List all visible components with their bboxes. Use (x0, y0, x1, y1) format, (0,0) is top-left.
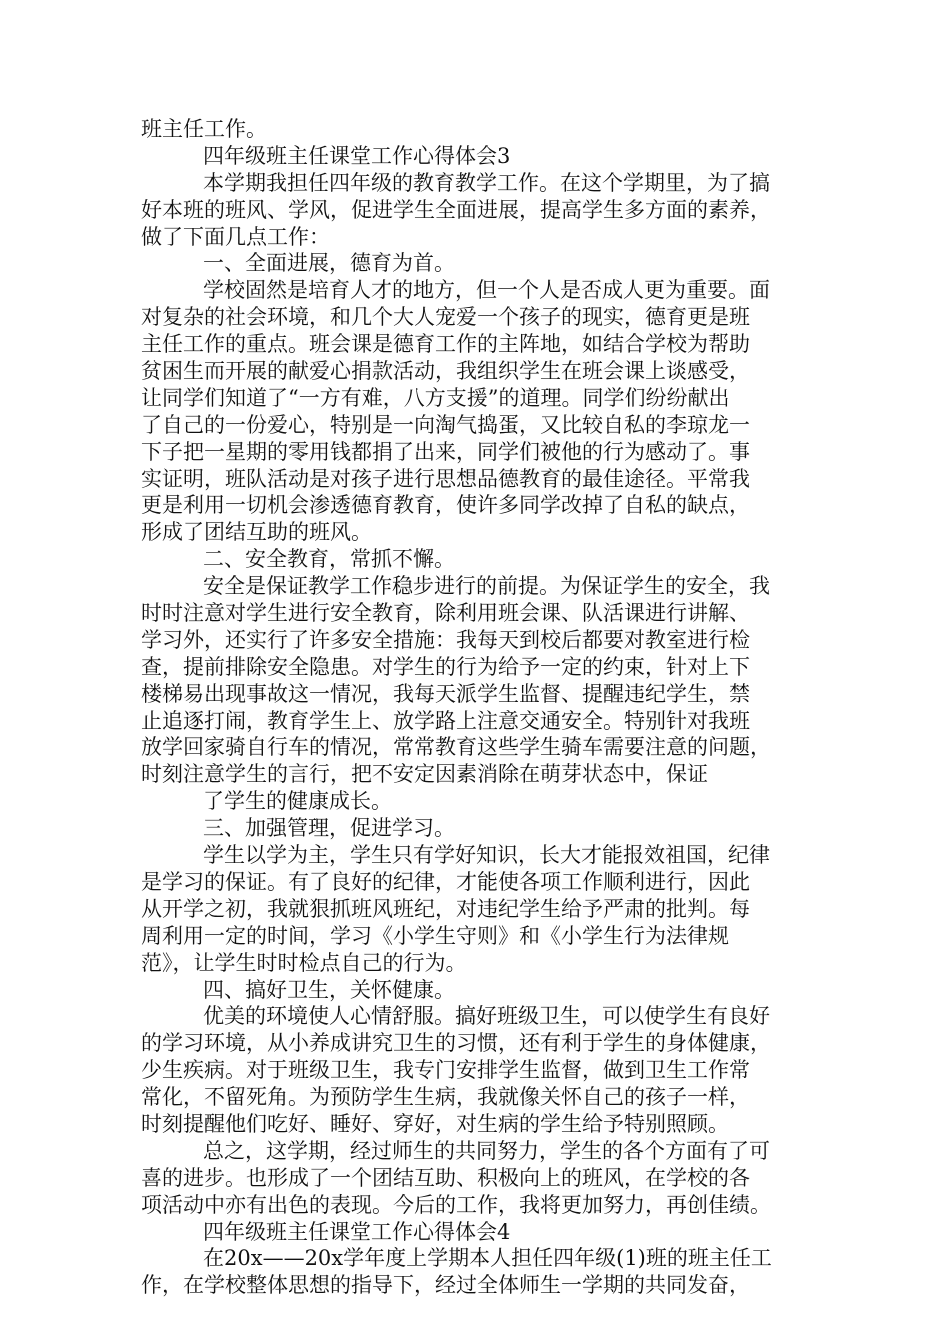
text-line: 查，提前排除安全隐患。对学生的行为给予一定的约束，针对上下 (141, 654, 750, 679)
text-line: 形成了团结互助的班风。 (141, 520, 372, 545)
text-line: 从开学之初，我就狠抓班风班纪，对违纪学生给予严肃的批判。每 (141, 896, 750, 921)
text-line: 好本班的班风、学风，促进学生全面进展，提高学生多方面的素养， (141, 197, 771, 222)
text-line: 作，在学校整体思想的指导下，经过全体师生一学期的共同发奋， (141, 1273, 750, 1298)
text-line: 止追逐打闹，教育学生上、放学路上注意交通安全。特别针对我班 (141, 708, 750, 733)
document-body (141, 116, 821, 1299)
text-line: 时刻注意学生的言行，把不安定因素消除在萌芽状态中，保证 (141, 762, 708, 787)
text-line: 少生疾病。对于班级卫生，我专门安排学生监督，做到卫生工作常 (141, 1058, 750, 1083)
text-line: 三、加强管理，促进学习。 (203, 816, 455, 841)
text-line: 放学回家骑自行车的情况，常常教育这些学生骑车需要注意的问题， (141, 735, 771, 760)
text-line: 学生以学为主，学生只有学好知识，长大才能报效祖国，纪律 (203, 843, 770, 868)
text-line: 让同学们知道了“一方有难，八方支援”的道理。同学们纷纷献出 (141, 385, 730, 410)
text-line: 了学生的健康成长。 (203, 789, 392, 814)
text-line: 范》，让学生时时检点自己的行为。 (141, 950, 467, 975)
text-line: 是学习的保证。有了良好的纪律，才能使各项工作顺利进行，因此 (141, 869, 750, 894)
text-line: 四年级班主任课堂工作心得体会4 (203, 1219, 511, 1244)
text-line: 四、搞好卫生，关怀健康。 (203, 977, 455, 1002)
text-line: 二、安全教育，常抓不懈。 (203, 547, 455, 572)
text-line: 时时注意对学生进行安全教育，除利用班会课、队活课进行讲解、 (141, 601, 750, 626)
text-line: 一、全面进展，德育为首。 (203, 251, 455, 276)
text-line: 总之，这学期，经过师生的共同努力，学生的各个方面有了可 (203, 1138, 770, 1163)
text-line: 学校固然是培育人才的地方，但一个人是否成人更为重要。面 (203, 278, 770, 303)
text-line: 贫困生而开展的献爱心捐款活动，我组织学生在班会课上谈感受， (141, 359, 750, 384)
text-line: 时刻提醒他们吃好、睡好、穿好，对生病的学生给予特别照顾。 (141, 1111, 729, 1136)
text-line: 下子把一星期的零用钱都捐了出来，同学们被他的行为感动了。事 (141, 439, 750, 464)
text-line: 楼梯易出现事故这一情况，我每天派学生监督、提醒违纪学生，禁 (141, 681, 750, 706)
text-line: 本学期我担任四年级的教育教学工作。在这个学期里，为了搞 (203, 170, 770, 195)
text-line: 周利用一定的时间，学习《小学生守则》和《小学生行为法律规 (141, 923, 729, 948)
text-line: 更是利用一切机会渗透德育教育，使许多同学改掉了自私的缺点， (141, 493, 750, 518)
text-line: 在20x——20x学年度上学期本人担任四年级(1)班的班主任工 (203, 1246, 772, 1271)
text-line: 做了下面几点工作： (141, 224, 330, 249)
text-line: 常化，不留死角。为预防学生生病，我就像关怀自己的孩子一样， (141, 1085, 750, 1110)
text-line: 主任工作的重点。班会课是德育工作的主阵地，如结合学校为帮助 (141, 332, 750, 357)
text-line: 喜的进步。也形成了一个团结互助、积极向上的班风，在学校的各 (141, 1165, 750, 1190)
text-line: 对复杂的社会环境，和几个大人宠爱一个孩子的现实，德育更是班 (141, 305, 750, 330)
text-line: 实证明，班队活动是对孩子进行思想品德教育的最佳途径。平常我 (141, 466, 750, 491)
text-line: 班主任工作。 (141, 117, 267, 141)
text-line: 项活动中亦有出色的表现。今后的工作，我将更加努力，再创佳绩。 (141, 1192, 771, 1217)
text-line: 的学习环境，从小养成讲究卫生的习惯，还有利于学生的身体健康， (141, 1031, 771, 1056)
text-line: 安全是保证教学工作稳步进行的前提。为保证学生的安全，我 (203, 574, 770, 599)
text-line: 优美的环境使人心情舒服。搞好班级卫生，可以使学生有良好 (203, 1004, 770, 1029)
text-line: 了自己的一份爱心，特别是一向淘气捣蛋，又比较自私的李琼龙一 (141, 412, 750, 437)
text-line: 四年级班主任课堂工作心得体会3 (203, 143, 511, 168)
text-line: 学习外，还实行了许多安全措施：我每天到校后都要对教室进行检 (141, 627, 750, 652)
